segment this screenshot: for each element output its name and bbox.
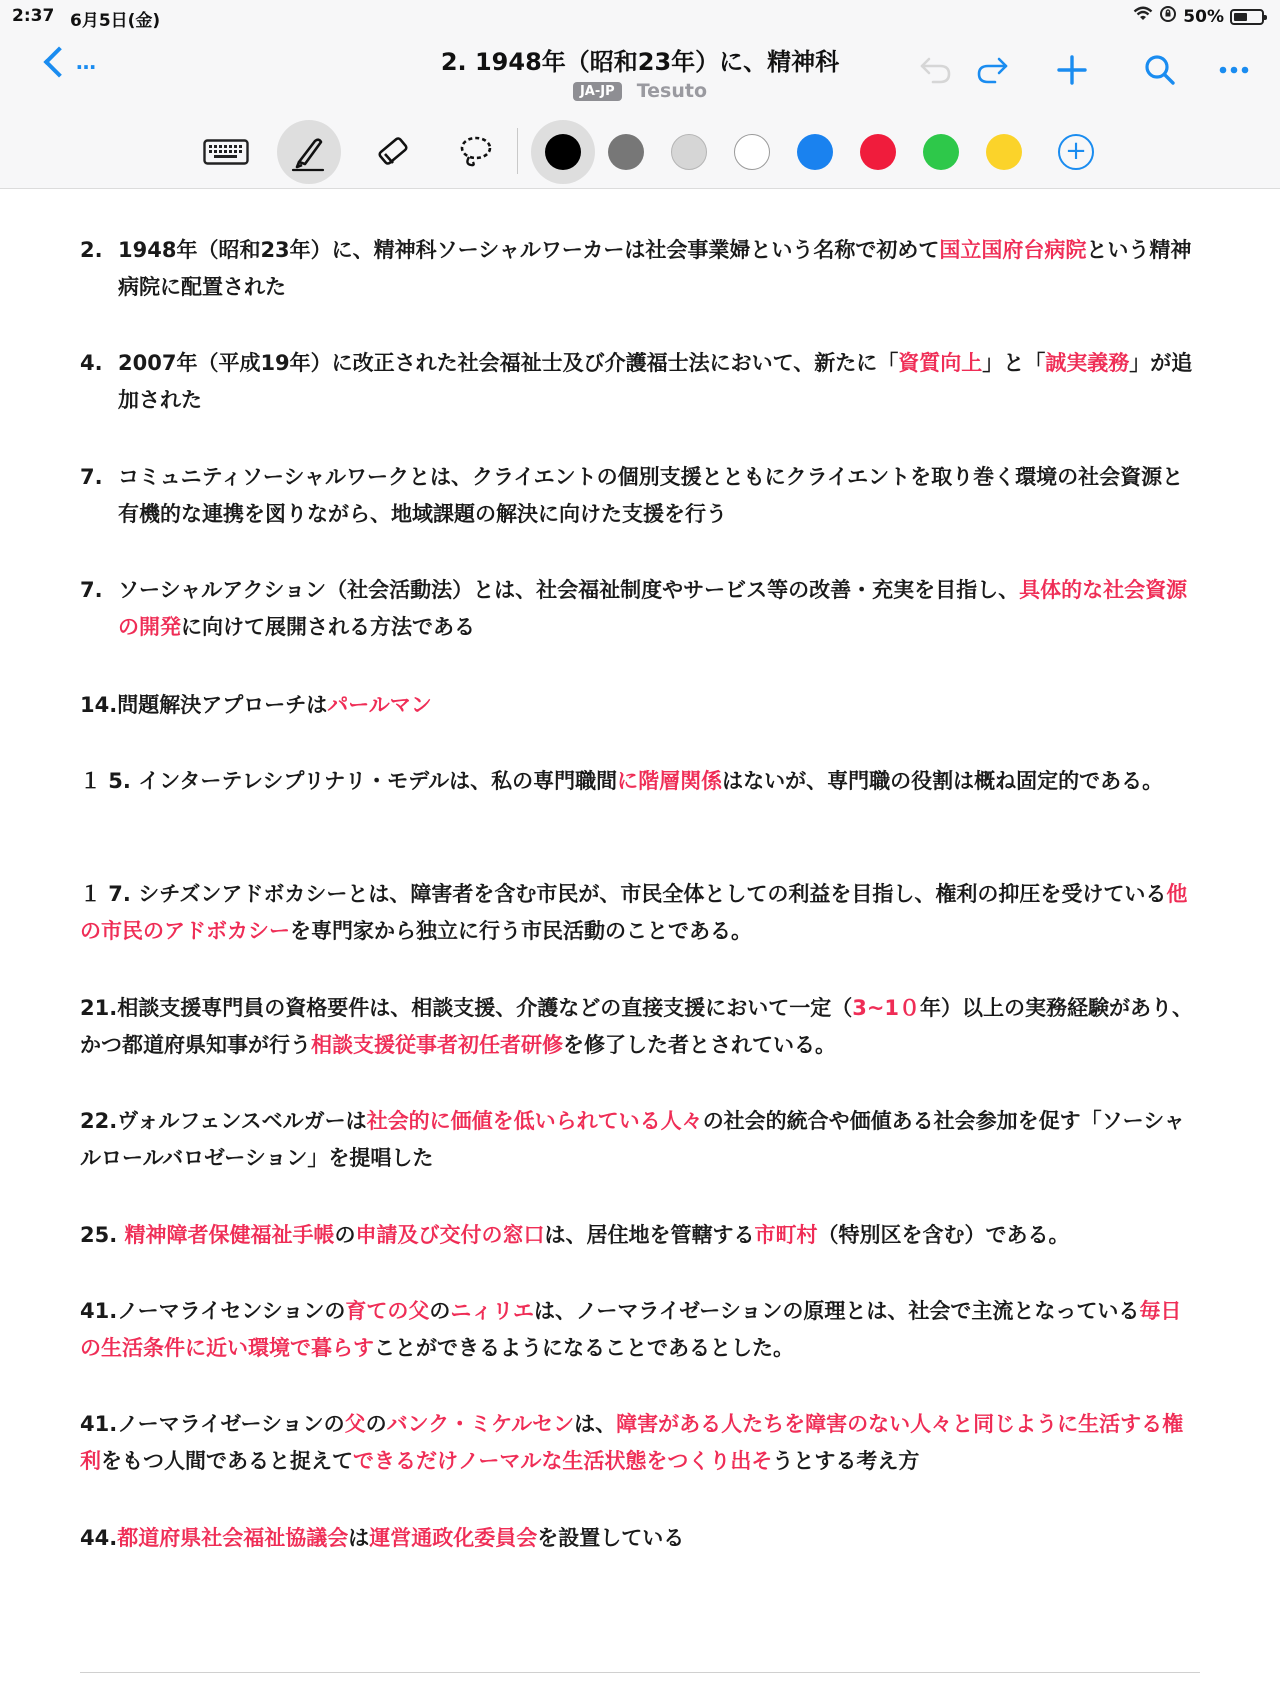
highlighted-text: 国立国府台病院 xyxy=(939,238,1087,262)
undo-button[interactable] xyxy=(912,46,960,94)
note-entry xyxy=(80,459,1200,533)
highlighted-text: 具体的な社会資源の開発 xyxy=(118,578,1188,639)
highlighted-text: バンク・ミケルセン xyxy=(386,1412,575,1436)
highlighted-text: 他の市民のアドボカシー xyxy=(80,882,1188,943)
note-entry xyxy=(80,1293,1200,1367)
entry-text: は、ノーマライゼーションの原理とは、社会で主流となっている xyxy=(533,1299,1140,1323)
status-indicators xyxy=(1133,5,1264,28)
entry-number: １ 7. xyxy=(80,882,139,906)
highlighted-text: できるだけノーマルな生活状態をつくり出そ xyxy=(353,1449,773,1473)
more-icon xyxy=(1219,66,1249,74)
entry-text: コミュニティソーシャルワークとは、クライエントの個別支援とともにクライエントを取り巻く環境の社会資源と有機的な連携を図りながら、地域課題の解決に向けた支援を行う xyxy=(118,465,1184,526)
highlighted-text: 申請及び交付の窓口 xyxy=(355,1223,545,1247)
entry-text: は、居住地を管轄する xyxy=(544,1223,755,1247)
entry-text: の xyxy=(334,1223,356,1247)
entry-text: は xyxy=(348,1526,370,1550)
color-swatch-1[interactable] xyxy=(608,134,644,170)
entry-number: 7. xyxy=(80,578,103,602)
note-entry xyxy=(80,990,1200,1064)
note-entry xyxy=(80,232,1200,306)
entry-text: 相談支援専門員の資格要件は、相談支援、介護などの直接支援において一定（ xyxy=(117,996,853,1020)
color-swatch-3[interactable] xyxy=(734,134,770,170)
entry-text: の社会的統合や価値ある社会参加を促す「ソーシャルロールバロゼーション」を提唱した xyxy=(80,1109,1185,1170)
highlighted-text: 資質向上 xyxy=(898,351,983,375)
undo-icon xyxy=(919,55,953,85)
add-button[interactable] xyxy=(1048,46,1096,94)
note-entry xyxy=(80,687,1200,724)
entry-number: 41. xyxy=(80,1412,118,1436)
entry-text: 2007年（平成19年）に改正された社会福祉士及び介護福士法において、新たに「 xyxy=(118,351,899,375)
note-entry xyxy=(80,1103,1200,1177)
entry-text: 年）以上の実務経験があり、かつ都道府県知事が行う xyxy=(80,996,1194,1057)
entry-text: を専門家から独立に行う市民活動のことである。 xyxy=(290,919,752,943)
highlighted-text: 育ての父 xyxy=(345,1299,430,1323)
pen-tool[interactable] xyxy=(277,120,341,184)
wifi-icon xyxy=(1133,6,1153,27)
status-bar xyxy=(0,0,1280,34)
notebook-name[interactable]: Tesuto xyxy=(636,80,708,102)
lasso-icon xyxy=(455,132,495,172)
highlighted-text: 障害がある人たちを障害のない人々と同じように生活する権利 xyxy=(80,1412,1184,1473)
highlighted-text: 毎日の生活条件に近い環境で暮らす xyxy=(80,1299,1182,1360)
entry-text: はないが、専門職の役割は概ね固定的である。 xyxy=(722,769,1164,793)
color-swatch-4[interactable] xyxy=(797,134,833,170)
entry-number: 41. xyxy=(80,1299,118,1323)
search-button[interactable] xyxy=(1136,46,1184,94)
highlighted-text: 運営通政化委員会 xyxy=(369,1526,538,1550)
add-color-button[interactable]: + xyxy=(1058,134,1094,170)
eraser-icon xyxy=(372,132,412,172)
entry-text: に向けて展開される方法である xyxy=(181,615,475,639)
color-swatch-0[interactable] xyxy=(545,134,581,170)
entry-text: ソーシャルアクション（社会活動法）とは、社会福祉制度やサービス等の改善・充実を目指し、 xyxy=(118,578,1020,602)
navigation-bar xyxy=(0,34,1280,114)
toolbar-divider xyxy=(517,128,518,174)
highlighted-text: 誠実義務 xyxy=(1045,351,1130,375)
entry-text: 」と「 xyxy=(982,351,1046,375)
entry-number: 22. xyxy=(80,1109,118,1133)
note-entry xyxy=(80,763,1200,800)
page-bottom-divider xyxy=(80,1672,1200,1673)
highlighted-text: に階層関係 xyxy=(617,769,723,793)
plus-icon xyxy=(1056,54,1088,86)
color-swatch-6[interactable] xyxy=(923,134,959,170)
highlighted-text: 精神障者保健福祉手帳 xyxy=(124,1223,335,1247)
note-entry xyxy=(80,1406,1200,1480)
highlighted-text: 都道府県社会福祉協議会 xyxy=(117,1526,349,1550)
highlighted-text: ニィリエ xyxy=(450,1299,534,1323)
entry-text: という精神病院に配置された xyxy=(118,238,1192,299)
highlighted-text: 父 xyxy=(344,1412,366,1436)
battery-percent: 50% xyxy=(1183,6,1224,27)
entry-number: 25. xyxy=(80,1223,125,1247)
entry-text: うとする考え方 xyxy=(772,1449,920,1473)
status-date: 6月5日(金) xyxy=(70,11,161,31)
color-swatch-2[interactable] xyxy=(671,134,707,170)
entry-number: 14. xyxy=(80,693,118,717)
pen-icon xyxy=(289,132,329,172)
lasso-tool[interactable] xyxy=(443,120,507,184)
entry-text: の xyxy=(365,1412,387,1436)
entry-text: 問題解決アプローチは xyxy=(117,693,328,717)
note-entry xyxy=(80,572,1200,646)
redo-button[interactable] xyxy=(968,46,1016,94)
entry-number: 4. xyxy=(80,351,103,375)
search-icon xyxy=(1144,54,1176,86)
note-entry xyxy=(80,1520,1200,1557)
note-entry xyxy=(80,1217,1200,1254)
more-button[interactable] xyxy=(1210,46,1258,94)
entry-text: 」が追加された xyxy=(118,351,1193,412)
entry-text: ヴォルフェンスベルガーは xyxy=(117,1109,367,1133)
redo-icon xyxy=(975,55,1009,85)
status-time: 2:37 xyxy=(12,6,55,26)
orientation-lock-icon xyxy=(1159,5,1177,28)
entry-number: 44. xyxy=(80,1526,118,1550)
eraser-tool[interactable] xyxy=(360,120,424,184)
color-swatch-7[interactable] xyxy=(986,134,1022,170)
entry-text: （特別区を含む）である。 xyxy=(817,1223,1070,1247)
entry-text: を修了した者とされている。 xyxy=(563,1033,836,1057)
color-swatch-5[interactable] xyxy=(860,134,896,170)
keyboard-tool[interactable] xyxy=(194,120,258,184)
entry-text: 1948年（昭和23年）に、精神科ソーシャルワーカーは社会事業婦という名称で初めて xyxy=(118,238,940,262)
highlighted-text: 相談支援従事者初任者研修 xyxy=(311,1033,563,1057)
entry-text: ノーマライセンションの xyxy=(117,1299,346,1323)
entry-text: ことができるようになることであるとした。 xyxy=(374,1336,794,1360)
highlighted-text: 3~1０ xyxy=(852,996,921,1020)
entry-number: 2. xyxy=(80,238,103,262)
back-label: … xyxy=(76,50,97,74)
entry-number: 21. xyxy=(80,996,118,1020)
drawing-toolbar xyxy=(0,114,1280,189)
battery-icon xyxy=(1230,9,1264,25)
language-badge[interactable]: JA-JP xyxy=(573,82,622,101)
entry-text: を設置している xyxy=(537,1526,685,1550)
entry-number: 7. xyxy=(80,465,103,489)
keyboard-icon xyxy=(203,139,249,165)
entry-text: ノーマライゼーションの xyxy=(117,1412,345,1436)
entry-number: １ 5. xyxy=(80,769,139,793)
highlighted-text: 社会的に価値を低いられている人々 xyxy=(366,1109,703,1133)
entry-text: の xyxy=(429,1299,451,1323)
highlighted-text: パールマン xyxy=(327,693,432,717)
highlighted-text: 市町村 xyxy=(754,1223,818,1247)
entry-text: は、 xyxy=(574,1412,617,1436)
entry-text: シチズンアドボカシーとは、障害者を含む市民が、市民全体としての利益を目指し、権利の抑圧を受けている xyxy=(138,882,1167,906)
entry-text: インターテレシプリナリ・モデルは、私の専門職間 xyxy=(138,769,618,793)
document-title[interactable]: 2. 1948年（昭和23年）に、精神科 xyxy=(440,48,840,76)
note-entry xyxy=(80,876,1200,950)
entry-text: をもつ人間であると捉えて xyxy=(101,1449,353,1473)
note-entry xyxy=(80,345,1200,419)
